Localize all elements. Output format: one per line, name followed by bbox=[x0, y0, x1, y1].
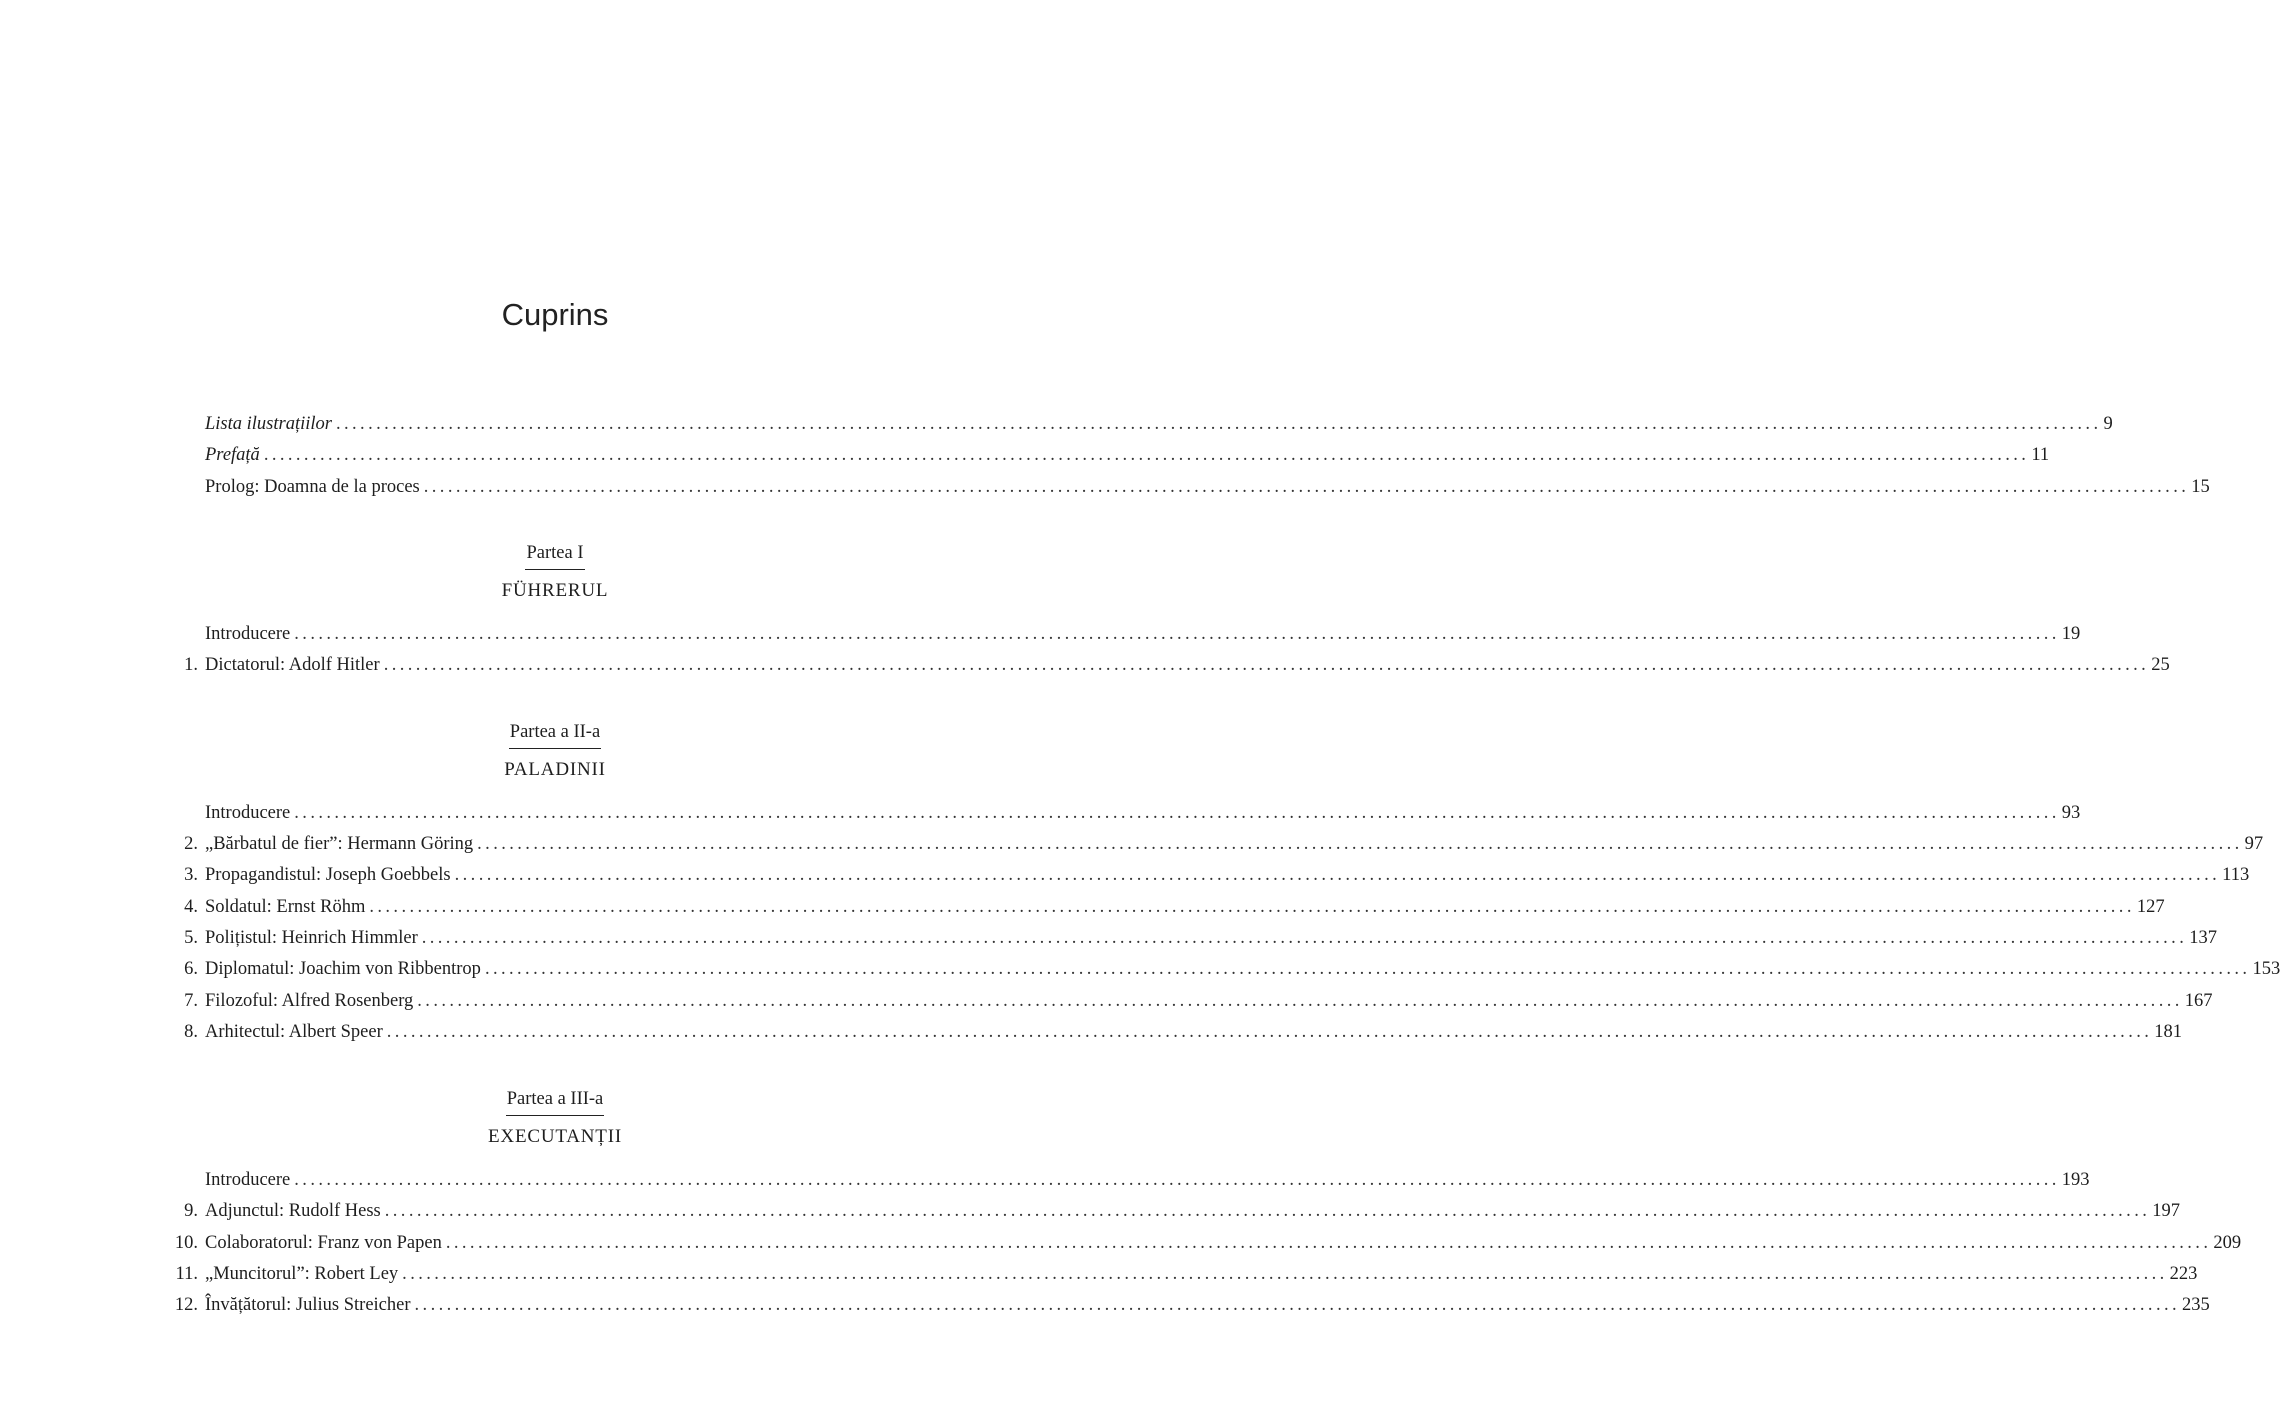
entry-page: 11 bbox=[2031, 445, 2050, 465]
dot-leader: ............................................................................................................................................................................................................................ bbox=[386, 1022, 2153, 1042]
entry-page: 9 bbox=[2103, 414, 2113, 434]
toc-entry[interactable] bbox=[184, 831, 2264, 857]
toc-entry[interactable] bbox=[184, 1198, 2180, 1224]
dot-leader: ............................................................................................................................................................................................................................ bbox=[454, 865, 2221, 885]
entry-number: 2. bbox=[184, 834, 198, 854]
entry-label: Lista ilustrațiilor bbox=[205, 414, 332, 434]
entry-page: 127 bbox=[2136, 897, 2165, 917]
entry-page: 181 bbox=[2154, 1022, 2183, 1042]
entry-label: Dictatorul: Adolf Hitler bbox=[205, 655, 380, 675]
dot-leader: ............................................................................................................................................................................................................................ bbox=[417, 991, 2183, 1011]
dot-leader: ............................................................................................................................................................................................................................ bbox=[423, 477, 2190, 497]
entry-label: Introducere bbox=[205, 624, 291, 644]
entry-label: Colaboratorul: Franz von Papen bbox=[205, 1233, 442, 1253]
entry-page: 193 bbox=[2061, 1170, 2090, 1190]
dot-leader: ............................................................................................................................................................................................................................ bbox=[335, 414, 2102, 434]
entry-page: 153 bbox=[2252, 959, 2280, 979]
entry-page: 97 bbox=[2244, 834, 2264, 854]
entry-label: Arhitectul: Albert Speer bbox=[205, 1022, 383, 1042]
entry-page: 209 bbox=[2213, 1233, 2242, 1253]
entry-page: 235 bbox=[2182, 1295, 2210, 1315]
entry-label: Introducere bbox=[205, 803, 291, 823]
entry-page: 113 bbox=[2222, 865, 2250, 885]
entry-label: Diplomatul: Joachim von Ribbentrop bbox=[205, 959, 481, 979]
toc-entry[interactable] bbox=[174, 1292, 2210, 1318]
entry-number: 1. bbox=[184, 655, 198, 675]
dot-leader: ............................................................................................................................................................................................................................ bbox=[477, 834, 2243, 854]
toc-entry[interactable] bbox=[184, 1019, 2183, 1045]
dot-leader: ............................................................................................................................................................................................................................ bbox=[484, 959, 2251, 979]
entry-label: Adjunctul: Rudolf Hess bbox=[205, 1201, 381, 1221]
dot-leader: ............................................................................................................................................................................................................................ bbox=[369, 897, 2135, 917]
entry-number: 9. bbox=[184, 1201, 198, 1221]
toc-entry[interactable] bbox=[205, 474, 2210, 500]
dot-leader: ............................................................................................................................................................................................................................ bbox=[414, 1295, 2181, 1315]
dot-leader: ............................................................................................................................................................................................................................ bbox=[383, 655, 2150, 675]
entry-page: 223 bbox=[2169, 1264, 2198, 1284]
dot-leader: ............................................................................................................................................................................................................................ bbox=[421, 928, 2188, 948]
dot-leader: ............................................................................................................................................................................................................................ bbox=[294, 1170, 2060, 1190]
toc-entry[interactable] bbox=[184, 988, 2213, 1014]
dot-leader: ............................................................................................................................................................................................................................ bbox=[294, 624, 2060, 644]
entry-number: 12. bbox=[174, 1295, 198, 1315]
entry-page: 137 bbox=[2189, 928, 2217, 948]
entry-page: 15 bbox=[2191, 477, 2210, 497]
toc-entry[interactable] bbox=[184, 862, 2250, 888]
entry-number: 3. bbox=[184, 865, 198, 885]
part-label: Partea a II-a bbox=[509, 719, 601, 749]
toc-entry[interactable] bbox=[205, 442, 2050, 468]
toc-entry[interactable] bbox=[184, 894, 2165, 920]
entry-label: Filozoful: Alfred Rosenberg bbox=[205, 991, 414, 1011]
toc-entry[interactable] bbox=[205, 411, 2113, 437]
dot-leader: ............................................................................................................................................................................................................................ bbox=[445, 1233, 2212, 1253]
entry-label: Soldatul: Ernst Röhm bbox=[205, 897, 366, 917]
toc-entry[interactable] bbox=[205, 1167, 2090, 1193]
dot-leader: ............................................................................................................................................................................................................................ bbox=[402, 1264, 2168, 1284]
entry-label: „Bărbatul de fier”: Hermann Göring bbox=[205, 834, 474, 854]
toc-entry[interactable] bbox=[184, 652, 2170, 678]
entry-number: 10. bbox=[174, 1233, 198, 1253]
entry-page: 25 bbox=[2151, 655, 2170, 675]
entry-number: 4. bbox=[184, 897, 198, 917]
entry-label: Prefață bbox=[205, 445, 260, 465]
entry-number: 5. bbox=[184, 928, 198, 948]
part-heading bbox=[0, 540, 1110, 570]
entry-label: Propagandistul: Joseph Goebbels bbox=[205, 865, 451, 885]
toc-entry[interactable] bbox=[184, 956, 2280, 982]
toc-entry[interactable] bbox=[205, 800, 2081, 826]
entry-page: 197 bbox=[2152, 1201, 2180, 1221]
part-label: Partea I bbox=[525, 540, 584, 570]
dot-leader: ............................................................................................................................................................................................................................ bbox=[263, 445, 2030, 465]
entry-page: 93 bbox=[2061, 803, 2081, 823]
entry-number: 8. bbox=[184, 1022, 198, 1042]
entry-page: 19 bbox=[2061, 624, 2081, 644]
part-title: PALADINII bbox=[504, 759, 606, 780]
entry-number: 7. bbox=[184, 991, 198, 1011]
toc-entry[interactable] bbox=[175, 1261, 2198, 1287]
toc-entry[interactable] bbox=[174, 1230, 2242, 1256]
entry-page: 167 bbox=[2184, 991, 2213, 1011]
entry-label: Prolog: Doamna de la proces bbox=[205, 477, 420, 497]
entry-label: Polițistul: Heinrich Himmler bbox=[205, 928, 418, 948]
part-heading bbox=[0, 719, 1110, 749]
entry-number: 11. bbox=[175, 1264, 198, 1284]
part-label: Partea a III-a bbox=[506, 1086, 605, 1116]
dot-leader: ............................................................................................................................................................................................................................ bbox=[384, 1201, 2151, 1221]
entry-label: Învățătorul: Julius Streicher bbox=[205, 1295, 411, 1315]
toc-entry[interactable] bbox=[184, 925, 2217, 951]
entry-label: Introducere bbox=[205, 1170, 291, 1190]
part-title: EXECUTANȚII bbox=[488, 1126, 622, 1147]
part-heading bbox=[0, 1086, 1110, 1116]
page-title: Cuprins bbox=[501, 297, 609, 332]
dot-leader: ............................................................................................................................................................................................................................ bbox=[294, 803, 2060, 823]
entry-number: 6. bbox=[184, 959, 198, 979]
toc-entry[interactable] bbox=[205, 621, 2081, 647]
part-title: FÜHRERUL bbox=[501, 580, 609, 601]
entry-label: „Muncitorul”: Robert Ley bbox=[205, 1264, 399, 1284]
